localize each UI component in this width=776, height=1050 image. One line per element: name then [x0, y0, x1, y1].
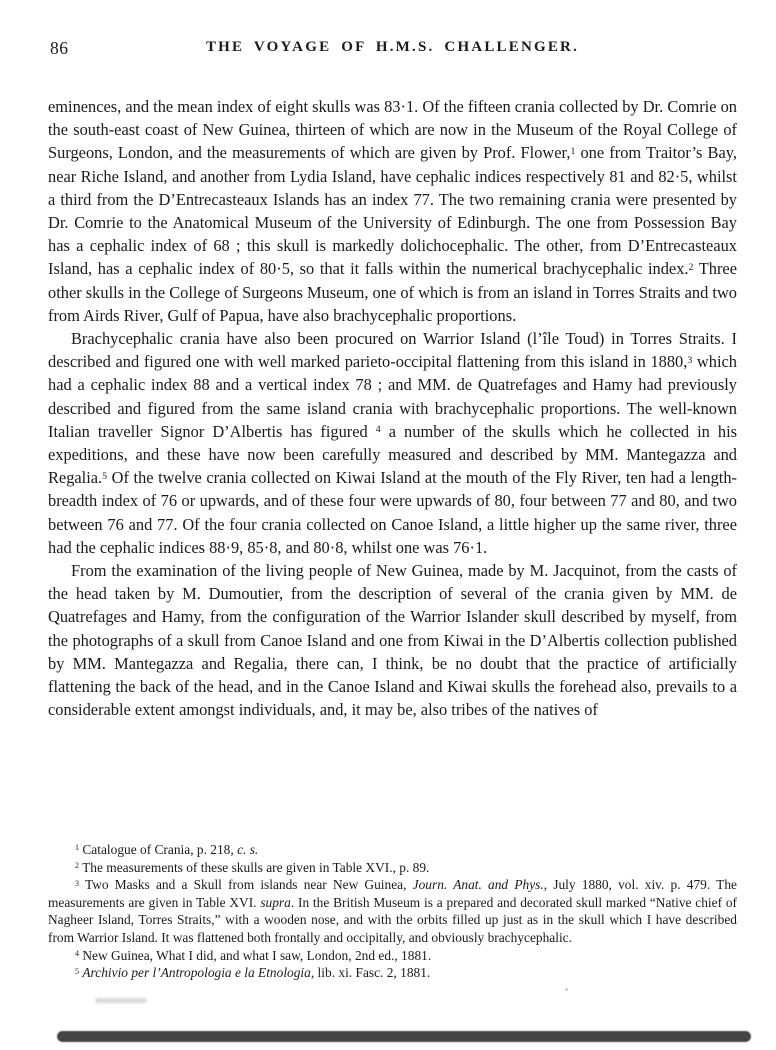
paragraph-3: From the examination of the living people of New Guinea, made by M. Jacquinot, from the casts of the head taken by M. Dumoutier, from the description of several of the crania given by MM. de Quatrefages and Hamy, from the configuration of the Warrior Islander skull described by myself, from the photographs of a skull from Canoe Island and one from Kiwai in the D’Albertis collection published by MM. Mantegazza and Regalia, there can, I think, be no doubt that the practice of artificially flattening the back of the head, and in the Canoe Island and Kiwai skulls the forehead also, prevails to a considerable extent amongst individuals, and, it may be, also tribes of the natives of: [48, 561, 737, 720]
footnote-3: $^3$ Two Masks and a Skull from islands near New Guinea, Journ. Anat. and Phys., July 1880, vol. xiv. p. 479. The measurements are given in Table XVI. supra. In the British Museum is a prepared and decorated skull marked “Native chief of Nagheer Island, Torres Straits,” with a wooden nose, and with the orbits filled up just as in the skull which I have described from Warrior Island. It was flattened both frontally and occipitally, and obviously brachycephalic.: [48, 877, 737, 945]
page-number: 86: [50, 38, 69, 58]
footnote-4: $^4$ New Guinea, What I did, and what I saw, London, 2nd ed., 1881.: [75, 947, 432, 963]
footnote-2: $^2$ The measurements of these skulls are given in Table XVI., p. 89.: [75, 859, 430, 875]
page-header: [48, 38, 737, 60]
scan-dot-artifact: [565, 988, 568, 991]
body-text: [48, 95, 737, 721]
footnotes: [48, 841, 737, 982]
footnote-1: $^1$ Catalogue of Crania, p. 218, c. s.: [75, 842, 259, 857]
scan-smudge-artifact: [95, 998, 147, 1003]
running-title: THE VOYAGE OF H.M.S. CHALLENGER.: [205, 39, 580, 55]
footnote-5: $^5$ Archivio per l’Antropologia e la Etnologia, lib. xi. Fasc. 2, 1881.: [75, 965, 431, 981]
paragraph-2: Brachycephalic crania have also been procured on Warrior Island (l’île Toud) in Torres Straits. I described and figured one with well marked parieto-occipital flattening from this island in 1880,$^3$ which had a cephalic index 88 and a vertical index 78 ; and MM. de Quatrefages and Hamy had previously described and figured from the same island crania with brachycephalic proportions. The well-known Italian traveller Signor D’Albertis has figured $^4$ a number of the skulls which he collected in his expeditions, and these have now been carefully measured and described by MM. Mantegazza and Regalia.$^5$ Of the twelve crania collected on Kiwai Island at the mouth of the Fly River, ten had a length-breadth index of 76 or upwards, and of these four were upwards of 80, four between 77 and 80, and two between 76 and 77. Of the four crania collected on Canoe Island, a little higher up the same river, three had the cephalic indices 88·9, 85·8, and 80·8, whilst one was 76·1.: [48, 329, 738, 557]
scan-bar-artifact: [57, 1031, 751, 1042]
paragraph-1: eminences, and the mean index of eight skulls was 83·1. Of the fifteen crania collected by Dr. Comrie on the south-east coast of New Guinea, thirteen of which are now in the Museum of the Royal College of Surgeons, London, and the measurements of which are given by Prof. Flower,$^1$ one from Traitor’s Bay, near Riche Island, and another from Lydia Island, have cephalic indices respectively 81 and 82·5, whilst a third from the D’Entrecasteaux Islands has an index 77. The two remaining crania were presented by Dr. Comrie to the Anatomical Museum of the University of Edinburgh. The one from Possession Bay has a cephalic index of 68 ; this skull is markedly dolichocephalic. The other, from D’Entrecasteaux Island, has a cephalic index of 80·5, so that it falls within the numerical brachycephalic index.$^2$ Three other skulls in the College of Surgeons Museum, one of which is from an island in Torres Straits and two from Airds River, Gulf of Papua, have also brachycephalic proportions.: [48, 97, 737, 325]
